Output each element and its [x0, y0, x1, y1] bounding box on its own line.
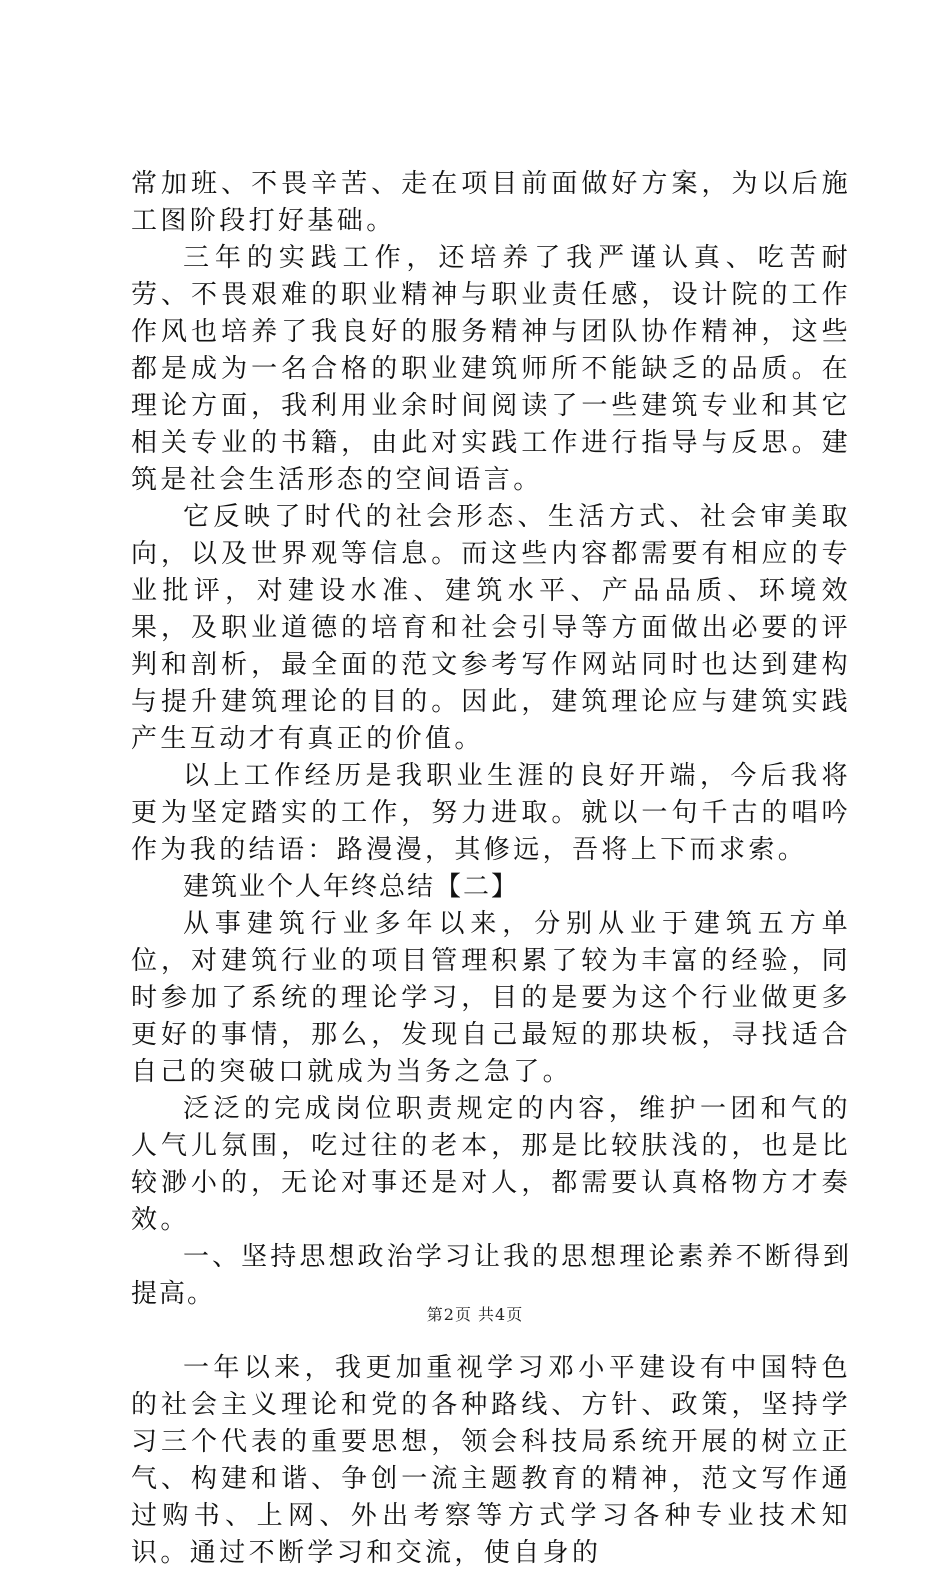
document-body	[131, 166, 851, 1572]
paragraph-industry-experience: 从事建筑行业多年以来，分别从业于建筑五方单位，对建筑行业的项目管理积累了较为丰富的经验，同时参加了系统的理论学习，目的是要为这个行业做更多更好的事情，那么，发现自己最短的那块板，寻找适合自己的突破口就成为当务之急了。	[131, 909, 851, 1087]
point-one-heading: 一、坚持思想政治学习让我的思想理论素养不断得到提高。	[131, 1242, 851, 1309]
section-heading: 建筑业个人年终总结【二】	[183, 872, 520, 902]
paragraph-closing-words: 以上工作经历是我职业生涯的良好开端，今后我将更为坚定踏实的工作，努力进取。就以一句千古的唱吟作为我的结语：路漫漫，其修远，吾将上下而求索。	[131, 761, 851, 865]
paragraph-study: 一年以来，我更加重视学习邓小平建设有中国特色的社会主义理论和党的各种路线、方针、政策，坚持学习三个代表的重要思想，领会科技局系统开展的树立正气、构建和谐、争创一流主题教育的精神，范文写作通过购书、上网、外出考察等方式学习各种专业技术知识。通过不断学习和交流，使自身的	[131, 1353, 851, 1568]
paragraph-duties: 泛泛的完成岗位职责规定的内容，维护一团和气的人气儿氛围，吃过往的老本，那是比较肤浅的，也是比较渺小的，无论对事还是对人，都需要认真格物方才奏效。	[131, 1094, 851, 1235]
paragraph-architecture-reflection: 它反映了时代的社会形态、生活方式、社会审美取向，以及世界观等信息。而这些内容都需要有相应的专业批评，对建设水准、建筑水平、产品品质、环境效果，及职业道德的培育和社会引导等方面做出必要的评判和剖析，最全面的范文参考写作网站同时也达到建构与提升建筑理论的目的。因此，建筑理论应与建筑实践产生互动才有真正的价值。	[131, 502, 851, 754]
page-number-footer: 第2页 共4页	[426, 1305, 524, 1324]
paragraph-continuation: 常加班、不畏辛苦、走在项目前面做好方案，为以后施工图阶段打好基础。	[131, 169, 851, 236]
paragraph-practice-work: 三年的实践工作，还培养了我严谨认真、吃苦耐劳、不畏艰难的职业精神与职业责任感，设计院的工作作风也培养了我良好的服务精神与团队协作精神，这些都是成为一名合格的职业建筑师所不能缺乏的品质。在理论方面，我利用业余时间阅读了一些建筑专业和其它相关专业的书籍，由此对实践工作进行指导与反思。建筑是社会生活形态的空间语言。	[131, 243, 851, 495]
